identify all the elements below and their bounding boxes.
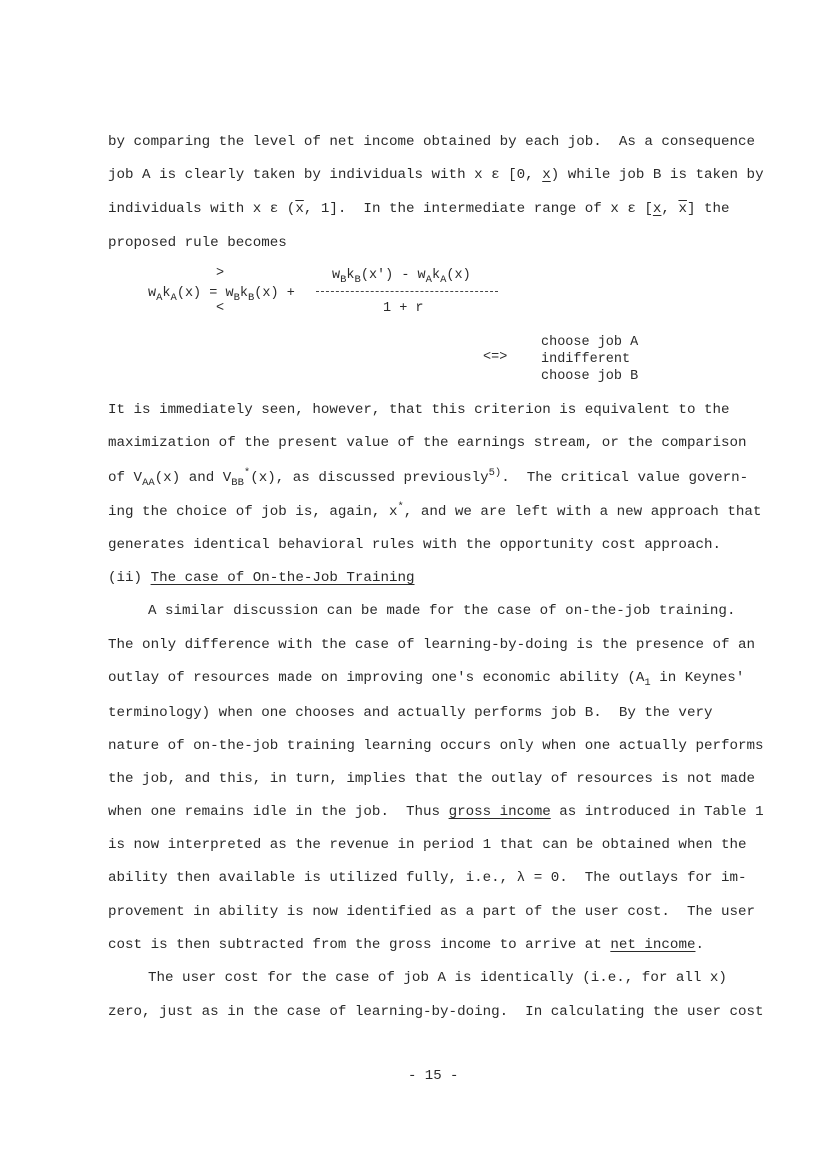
underlined-x: x xyxy=(542,167,551,183)
fraction-bar xyxy=(316,291,498,292)
text-fragment: individuals with x ε ( xyxy=(108,201,296,217)
text-fragment: ] the xyxy=(686,201,730,217)
less-than-symbol: < xyxy=(216,301,225,316)
text-line: proposed rule becomes xyxy=(108,235,287,251)
text-line: cost is then subtracted from the gross income to arrive at net income. xyxy=(108,937,704,953)
equivalence-symbol: <=> xyxy=(483,350,508,365)
text-fragment: , 1]. In the intermediate range of x ε [ xyxy=(303,201,653,217)
overlined-x: $\overline{x}$ xyxy=(295,201,304,217)
equation-lhs: $w_Ak_A(x) = w_Bk_B(x)$ + xyxy=(148,286,295,304)
text-line: is now interpreted as the revenue in period 1 that can be obtained when the xyxy=(108,837,747,853)
text-line: the job, and this, in turn, implies that the outlay of resources is not made xyxy=(108,771,756,787)
text-fragment: ) while job B is taken by xyxy=(550,167,764,183)
text-line: outlay of resources made on improving one's economic ability ($A_1$ in Keynes' xyxy=(108,670,745,689)
fraction-numerator: $w_Bk_B(x') - w_Ak_A(x)$ xyxy=(332,268,471,286)
text-line: terminology) when one chooses and actually performs job B. By the very xyxy=(108,705,713,721)
text-line: The user cost for the case of job A is identically (i.e., for all x) xyxy=(148,970,727,986)
condition-choose-a: choose job A xyxy=(541,335,639,350)
text-line xyxy=(108,200,730,218)
text-line: of $V_{AA}(x)$ and $V_{BB}^*(x)$, as discussed previously$^{5)}$. The critical value govern- xyxy=(108,467,749,489)
overlined-x: $\overline{x}$ xyxy=(678,201,687,217)
text-line: provement in ability is now identified as a part of the user cost. The user xyxy=(108,904,756,920)
text-line: zero, just as in the case of learning-by-doing. In calculating the user cost xyxy=(108,1004,764,1020)
text-fragment: , xyxy=(661,201,679,217)
text-line: ing the choice of job is, again, x*, and we are left with a new approach that xyxy=(108,501,762,520)
text-line: maximization of the present value of the earnings stream, or the comparison xyxy=(108,435,747,451)
text-line: by comparing the level of net income obtained by each job. As a consequence xyxy=(108,134,756,150)
text-fragment: job A is clearly taken by individuals with x ε [0, xyxy=(108,167,543,183)
page-number: - 15 - xyxy=(408,1068,459,1084)
footnote-marker: 5) xyxy=(488,467,502,479)
section-heading: (ii) The case of On-the-Job Training xyxy=(108,570,415,586)
text-line: nature of on-the-job training learning occurs only when one actually performs xyxy=(108,738,764,754)
text-line: The only difference with the case of learning-by-doing is the presence of an xyxy=(108,637,756,653)
underlined-term: net income xyxy=(610,937,696,953)
condition-choose-b: choose job B xyxy=(541,369,639,384)
text-line: It is immediately seen, however, that this criterion is equivalent to the xyxy=(108,402,730,418)
underlined-term: gross income xyxy=(448,804,551,820)
text-line: A similar discussion can be made for the case of on-the-job training. xyxy=(148,603,736,619)
greater-than-symbol: > xyxy=(216,266,225,281)
fraction-denominator: 1 + r xyxy=(383,301,424,316)
text-line xyxy=(108,166,764,184)
condition-indifferent: indifferent xyxy=(541,352,631,367)
text-line: generates identical behavioral rules with the opportunity cost approach. xyxy=(108,537,721,553)
text-line: when one remains idle in the job. Thus gross income as introduced in Table 1 xyxy=(108,804,764,820)
underlined-x: x xyxy=(652,201,662,217)
text-line: ability then available is utilized fully, i.e., λ = 0. The outlays for im- xyxy=(108,870,747,886)
section-title: The case of On-the-Job Training xyxy=(150,570,415,586)
